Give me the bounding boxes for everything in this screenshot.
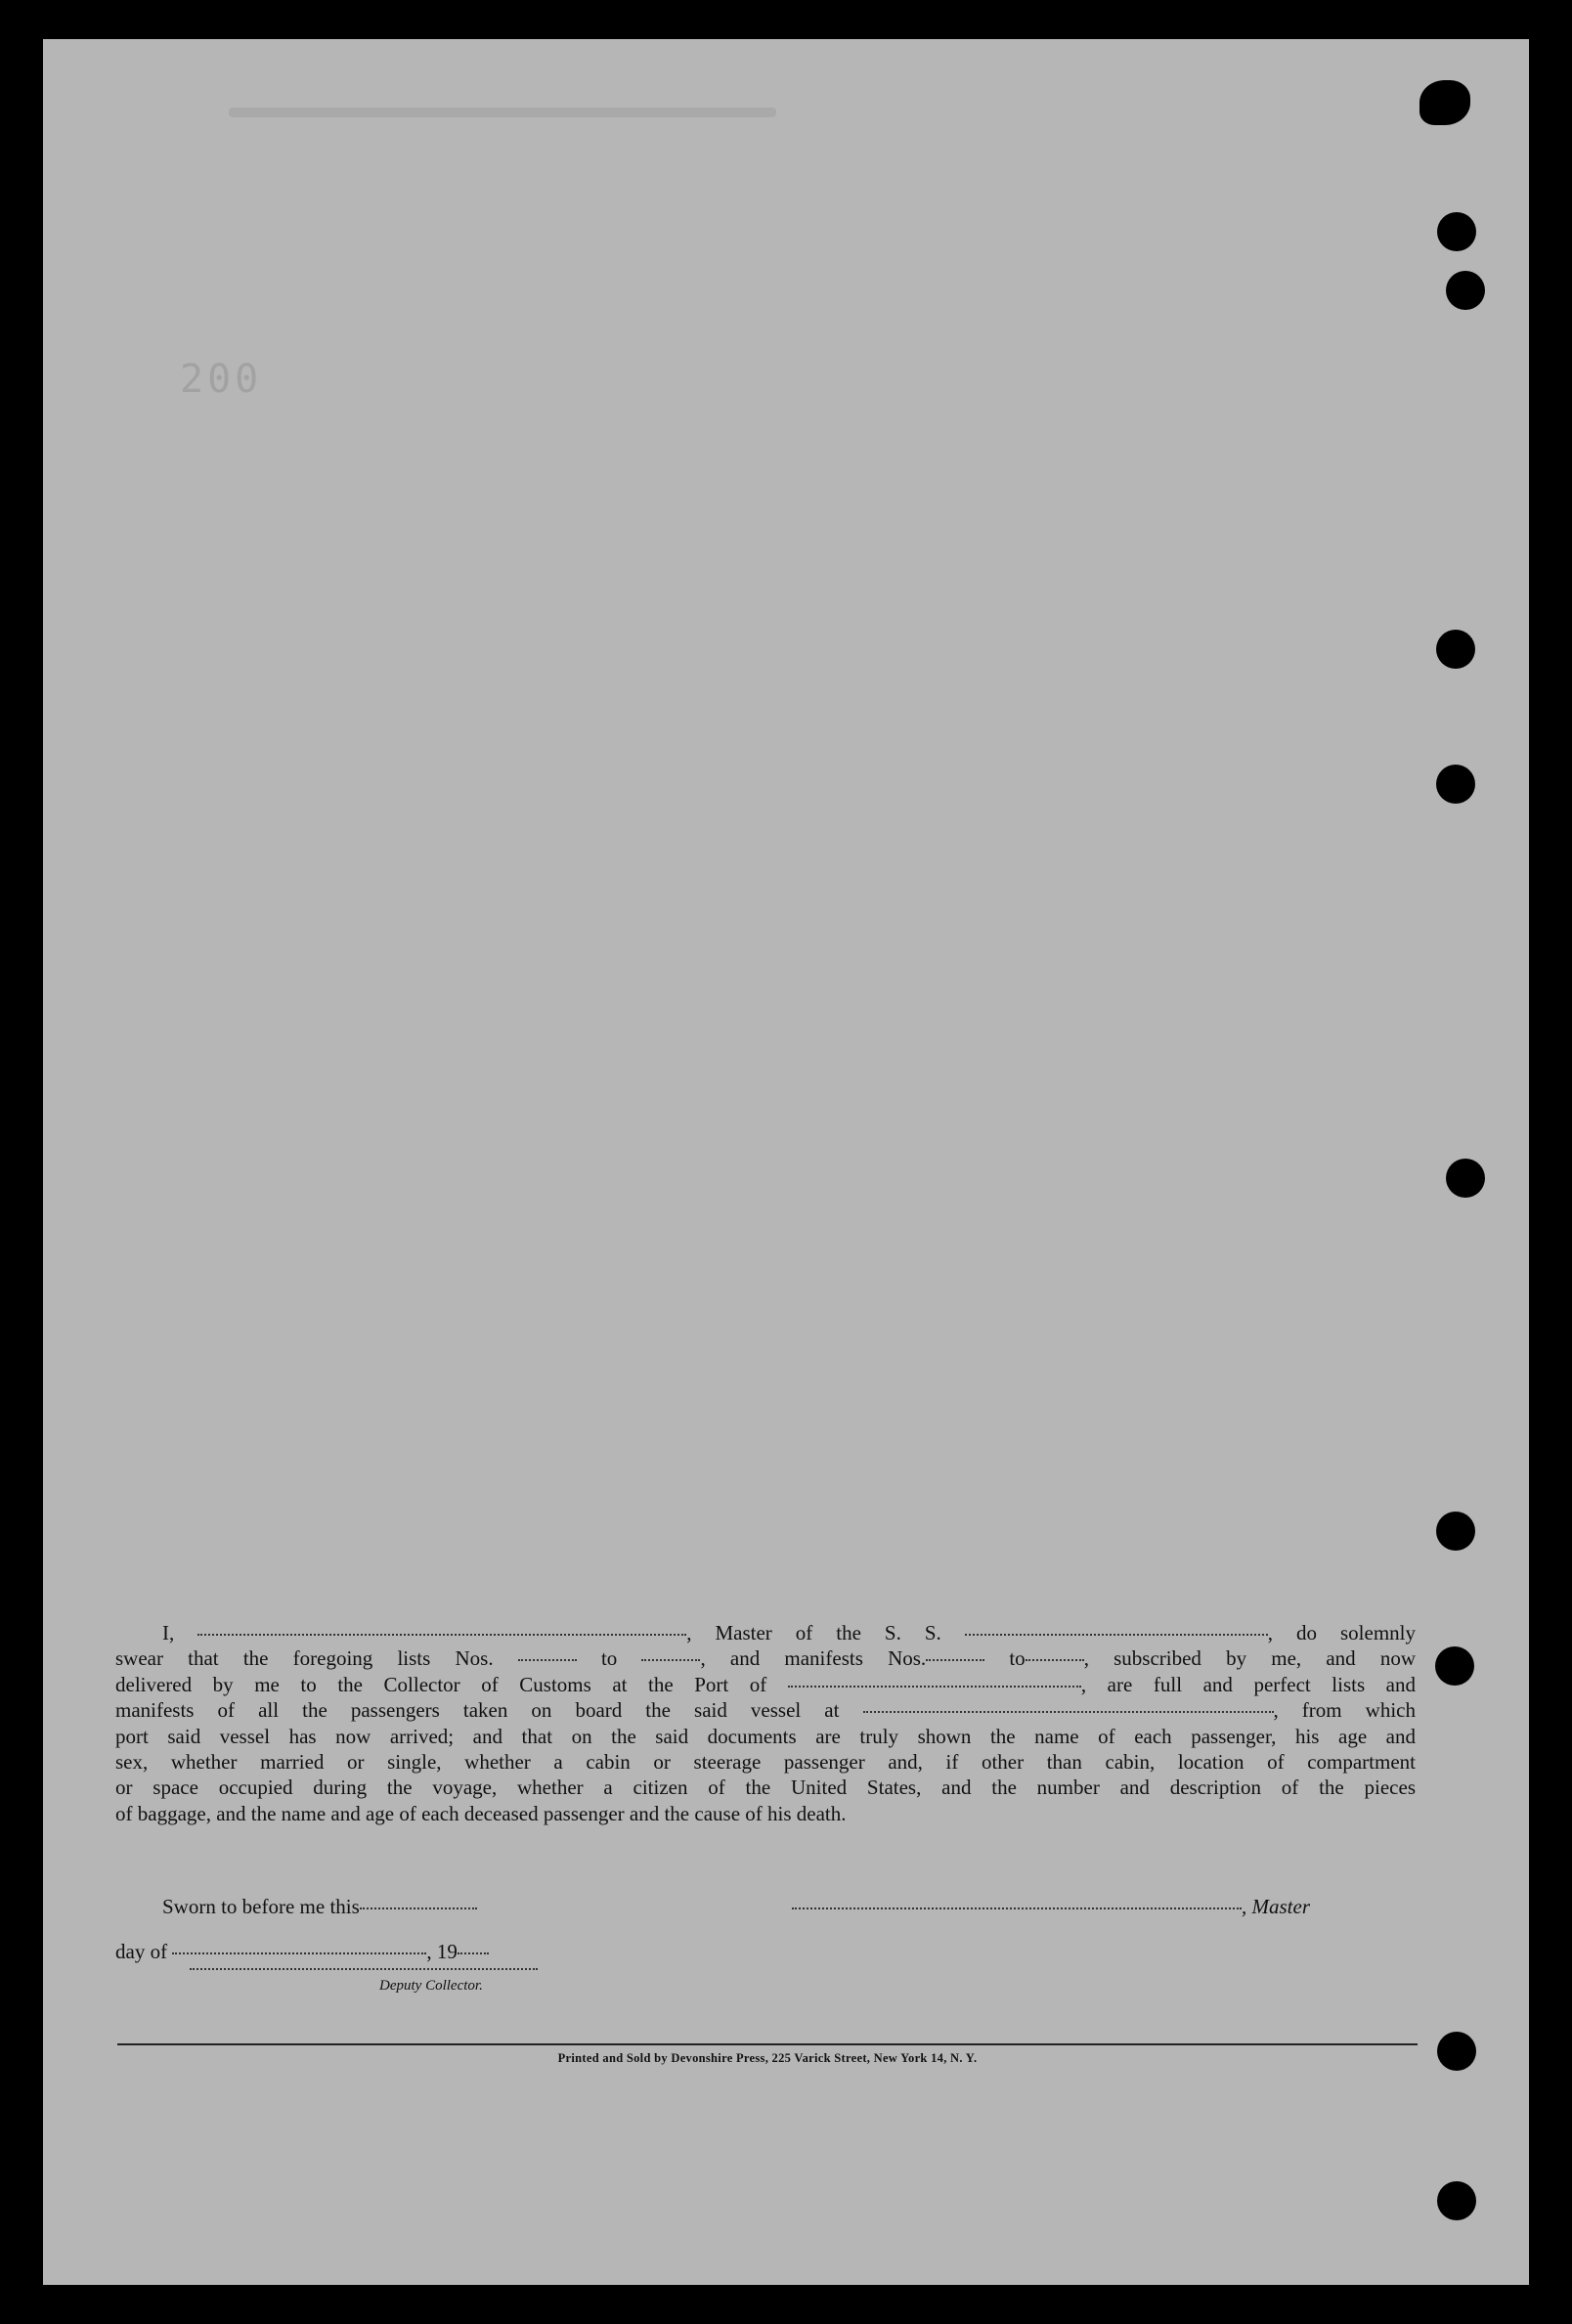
manifests-from-blank[interactable] [926,1659,984,1661]
oath-line-8: of baggage, and the name and age of each deceased passenger and the cause of his death. [115,1801,847,1825]
deputy-collector-label: Deputy Collector. [379,1978,483,1994]
day-of-line: day of , 19 [115,1940,489,1964]
punch-hole-icon [1437,2181,1476,2220]
punch-hole-icon [1437,212,1476,251]
lists-from-blank[interactable] [518,1659,577,1661]
punch-hole-icon [1446,1159,1485,1198]
deputy-signature-blank[interactable] [190,1968,538,1970]
master-signature-line: , Master [792,1895,1310,1919]
manifests-to-blank[interactable] [1026,1659,1084,1661]
footer-rule [117,2043,1418,2045]
sworn-before-line: Sworn to before me this [162,1895,477,1919]
oath-line-3: delivered by me to the Collector of Customs at the Port of , are full and perfect lists and [115,1672,1417,1696]
lists-to-blank[interactable] [641,1659,700,1661]
master-signature-blank[interactable] [792,1907,1242,1909]
corner-notch-icon [1419,80,1470,125]
faded-header-text [229,108,776,117]
oath-line-6: sex, whether married or single, whether a cabin or steerage passenger and, if other than cabin, location of compartment [115,1750,1416,1775]
oath-line-4: manifests of all the passengers taken on board the said vessel at , from which [115,1698,1416,1723]
oath-line-5: port said vessel has now arrived; and that on the said documents are truly shown the name of each passenger, his age and [115,1724,1416,1748]
year-blank[interactable] [458,1952,489,1954]
punch-hole-icon [1436,765,1475,804]
month-blank[interactable] [172,1952,426,1954]
master-oath-paragraph [115,1620,1416,1826]
printer-imprint: Printed and Sold by Devonshire Press, 225 Varick Street, New York 14, N. Y. [557,2051,978,2065]
punch-hole-icon [1435,1646,1474,1686]
port-blank[interactable] [788,1686,1081,1688]
master-name-blank[interactable] [197,1634,686,1636]
punch-hole-icon [1436,1512,1475,1551]
sworn-day-blank[interactable] [360,1907,477,1909]
faded-stamp-number: 200 [180,357,263,402]
ship-name-blank[interactable] [965,1634,1268,1636]
oath-line-2: swear that the foregoing lists Nos. to , and manifests Nos. to , subscribed by me, and now [115,1646,1417,1671]
embark-port-blank[interactable] [863,1711,1274,1713]
form-page [43,39,1529,2285]
punch-hole-icon [1437,2032,1476,2071]
oath-line-7: or space occupied during the voyage, whether a citizen of the United States, and the number and description of the pieces [115,1776,1416,1800]
punch-hole-icon [1436,630,1475,669]
oath-line-1: I, , Master of the S. S. , do solemnly [162,1621,1417,1644]
punch-hole-icon [1446,271,1485,310]
